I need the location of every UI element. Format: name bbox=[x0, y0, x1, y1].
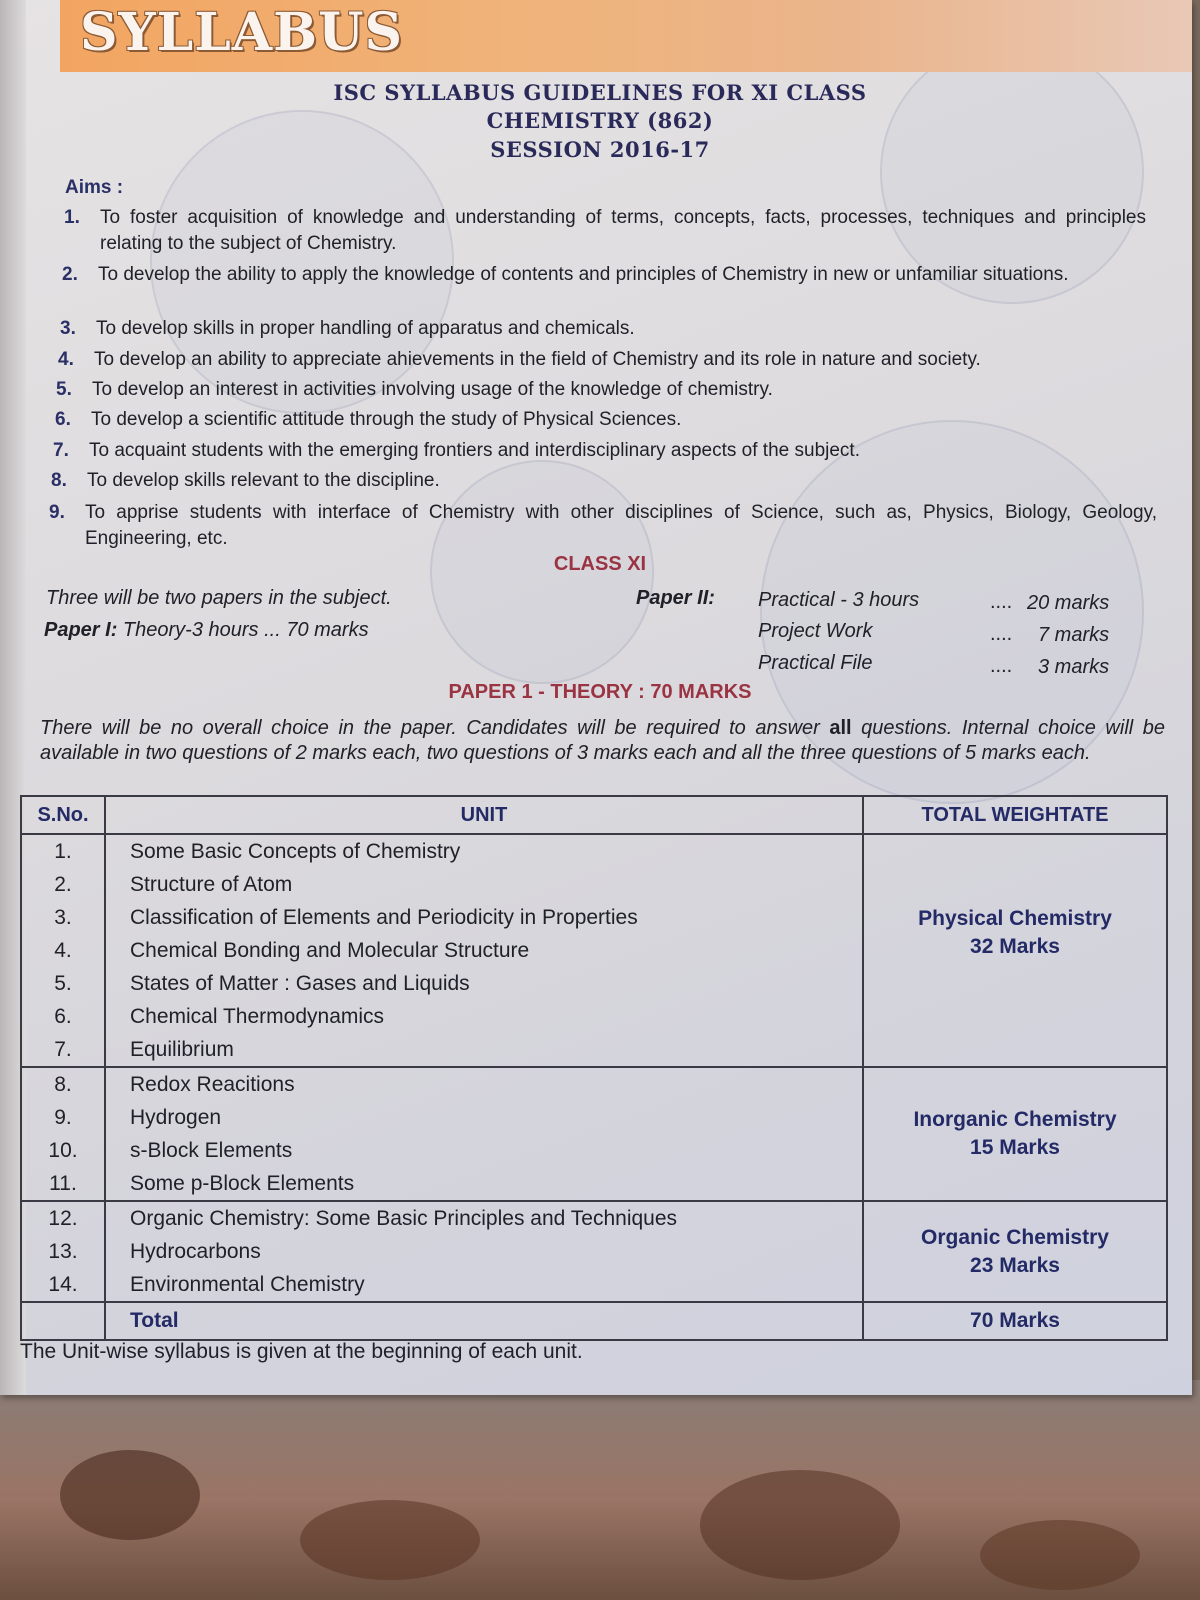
weightage-marks: 32 Marks bbox=[970, 934, 1060, 958]
aim-text: To develop skills relevant to the discipline. bbox=[87, 470, 440, 491]
unit-name: Chemical Thermodynamics bbox=[130, 1005, 385, 1028]
aim-text: To develop skills in proper handling of apparatus and chemicals. bbox=[96, 318, 635, 339]
unit-name: Redox Reacitions bbox=[130, 1073, 295, 1096]
unit-name: Classification of Elements and Periodicity in Properties bbox=[130, 906, 638, 929]
paper2-item-name: Project Work bbox=[758, 620, 873, 642]
header-weightage: TOTAL WEIGHTATE bbox=[863, 796, 1167, 834]
background-pattern-blob bbox=[700, 1470, 900, 1580]
aim-number: 9. bbox=[49, 502, 65, 523]
footer-note: The Unit-wise syllabus is given at the beginning of each unit. bbox=[20, 1340, 583, 1363]
total-marks: 70 Marks bbox=[863, 1302, 1167, 1340]
weightage-name: Organic Chemistry bbox=[921, 1225, 1109, 1249]
sno-cell bbox=[21, 834, 105, 1067]
papers-intro: Three will be two papers in the subject. bbox=[46, 587, 392, 609]
aim-number: 3. bbox=[60, 318, 76, 339]
total-label: Total bbox=[105, 1302, 863, 1340]
background-pattern-blob bbox=[60, 1450, 200, 1540]
weightage-name: Inorganic Chemistry bbox=[913, 1108, 1117, 1131]
paper2-item-dots: .... bbox=[990, 623, 1013, 645]
sno: 10. bbox=[48, 1139, 78, 1162]
sno: 14. bbox=[48, 1273, 78, 1296]
aim-number: 4. bbox=[58, 349, 74, 370]
paper1-detail: Theory-3 hours ... 70 marks bbox=[122, 619, 369, 641]
heading-line-2: CHEMISTRY (862) bbox=[486, 108, 714, 133]
aim-text: To develop a scientific attitude through the study of Physical Sciences. bbox=[91, 409, 682, 430]
aim-text: To acquaint students with the emerging frontiers and interdisciplinary aspects of the subject. bbox=[89, 440, 860, 461]
paper1-label: Paper I: bbox=[44, 619, 118, 641]
sno: 9. bbox=[54, 1106, 72, 1129]
sno: 11. bbox=[49, 1172, 77, 1195]
unit-name: Environmental Chemistry bbox=[130, 1273, 365, 1296]
aim-item bbox=[58, 347, 1152, 373]
aim-number: 2. bbox=[62, 264, 78, 285]
unit-name: Hydrocarbons bbox=[130, 1240, 261, 1263]
aim-number: 5. bbox=[56, 379, 72, 400]
paper2-item-dots: .... bbox=[990, 655, 1013, 677]
aim-text: To foster acquisition of knowledge and understanding of terms, concepts, facts, processes, techniques and principles relating to the subject of Chemistry. bbox=[100, 207, 1146, 254]
paper1-summary bbox=[44, 619, 369, 642]
paper2-label: Paper II: bbox=[636, 587, 715, 609]
sno: 13. bbox=[48, 1240, 78, 1263]
sno-cell bbox=[21, 1067, 105, 1201]
unit-cell bbox=[105, 1201, 863, 1302]
table-total-row bbox=[21, 1302, 1167, 1340]
unit-name: Structure of Atom bbox=[130, 873, 293, 896]
sno: 8. bbox=[54, 1073, 72, 1096]
banner-title: SYLLABUS bbox=[80, 2, 403, 63]
header-sno: S.No. bbox=[21, 796, 105, 834]
sno: 2. bbox=[54, 873, 72, 896]
sno: 6. bbox=[54, 1005, 72, 1028]
paper2-item-name: Practical File bbox=[758, 652, 873, 674]
aim-text: To develop an interest in activities involving usage of the knowledge of chemistry. bbox=[92, 379, 773, 400]
sno: 3. bbox=[54, 906, 72, 929]
unit-name: Hydrogen bbox=[130, 1106, 222, 1129]
aim-item bbox=[51, 468, 1151, 494]
units-table bbox=[20, 795, 1168, 1341]
weightage-cell bbox=[863, 1201, 1167, 1302]
table-header-row bbox=[21, 796, 1167, 834]
instructions-text: There will be no overall choice in the paper. Candidates will be required to answer bbox=[40, 717, 830, 739]
aim-text: To apprise students with interface of Chemistry with other disciplines of Science, such as, Physics, Biology, Geology, Engineering, etc. bbox=[85, 502, 1157, 549]
sno: 12. bbox=[48, 1207, 78, 1230]
unit-cell bbox=[105, 834, 863, 1067]
unit-name: Some Basic Concepts of Chemistry bbox=[130, 840, 461, 863]
aim-item bbox=[60, 316, 1150, 342]
unit-cell bbox=[105, 1067, 863, 1201]
paper1-instructions bbox=[40, 716, 1165, 766]
unit-name: States of Matter : Gases and Liquids bbox=[130, 972, 470, 995]
sno: 1. bbox=[54, 840, 72, 863]
weightage-marks: 23 Marks bbox=[970, 1253, 1060, 1277]
background-pattern-blob bbox=[980, 1520, 1140, 1590]
weightage-cell bbox=[863, 834, 1167, 1067]
heading-line-3: SESSION 2016-17 bbox=[490, 137, 710, 162]
aim-item bbox=[64, 205, 1146, 257]
aim-item bbox=[49, 500, 1157, 552]
total-sno-cell bbox=[21, 1302, 105, 1340]
aim-number: 1. bbox=[64, 207, 80, 228]
aim-number: 7. bbox=[53, 440, 69, 461]
aim-text: To develop an ability to appreciate ahievements in the field of Chemistry and its role in nature and society. bbox=[94, 349, 981, 370]
weightage-cell bbox=[863, 1067, 1167, 1201]
instructions-emphasis: all bbox=[829, 717, 852, 739]
heading-line-1: ISC SYLLABUS GUIDELINES FOR XI CLASS bbox=[333, 80, 867, 105]
aim-item bbox=[53, 438, 1151, 464]
aim-item bbox=[56, 377, 1152, 403]
table-row-group-organic bbox=[21, 1201, 1167, 1302]
weightage-name: Physical Chemistry bbox=[918, 906, 1112, 930]
paper1-title: PAPER 1 - THEORY : 70 MARKS bbox=[448, 681, 752, 703]
class-title: CLASS XI bbox=[553, 553, 647, 575]
unit-name: Equilibrium bbox=[130, 1038, 234, 1061]
sno: 7. bbox=[54, 1038, 72, 1061]
table-row-group-inorganic bbox=[21, 1067, 1167, 1201]
header-unit: UNIT bbox=[105, 796, 863, 834]
unit-name: Chemical Bonding and Molecular Structure bbox=[130, 939, 530, 962]
aim-text: To develop the ability to apply the knowledge of contents and principles of Chemistry in new or unfamiliar situations. bbox=[98, 264, 1069, 285]
aim-number: 8. bbox=[51, 470, 67, 491]
aims-label: Aims : bbox=[65, 177, 124, 198]
table-row-group-physical bbox=[21, 834, 1167, 1067]
aim-item bbox=[62, 262, 1148, 288]
sno: 5. bbox=[54, 972, 72, 995]
background-pattern-blob bbox=[300, 1500, 480, 1580]
unit-name: Some p-Block Elements bbox=[130, 1172, 355, 1195]
paper2-item-marks: 20 marks bbox=[1027, 592, 1110, 614]
paper2-item-name: Practical - 3 hours bbox=[758, 589, 920, 611]
instructions-text: questions. Internal choice will be available in two questions of 2 marks each, two questions of 3 marks each and all the three questions of 5 marks each. bbox=[40, 717, 1165, 764]
unit-name: s-Block Elements bbox=[130, 1139, 293, 1162]
paper2-item-marks: 7 marks bbox=[1038, 624, 1110, 646]
aim-number: 6. bbox=[55, 409, 71, 430]
sno: 4. bbox=[54, 939, 72, 962]
aim-item bbox=[55, 407, 1151, 433]
weightage-marks: 15 Marks bbox=[970, 1136, 1060, 1159]
sno-cell bbox=[21, 1201, 105, 1302]
paper2-item-dots: .... bbox=[990, 591, 1013, 613]
unit-name: Organic Chemistry: Some Basic Principles and Techniques bbox=[130, 1207, 678, 1230]
paper2-item-marks: 3 marks bbox=[1038, 656, 1110, 678]
